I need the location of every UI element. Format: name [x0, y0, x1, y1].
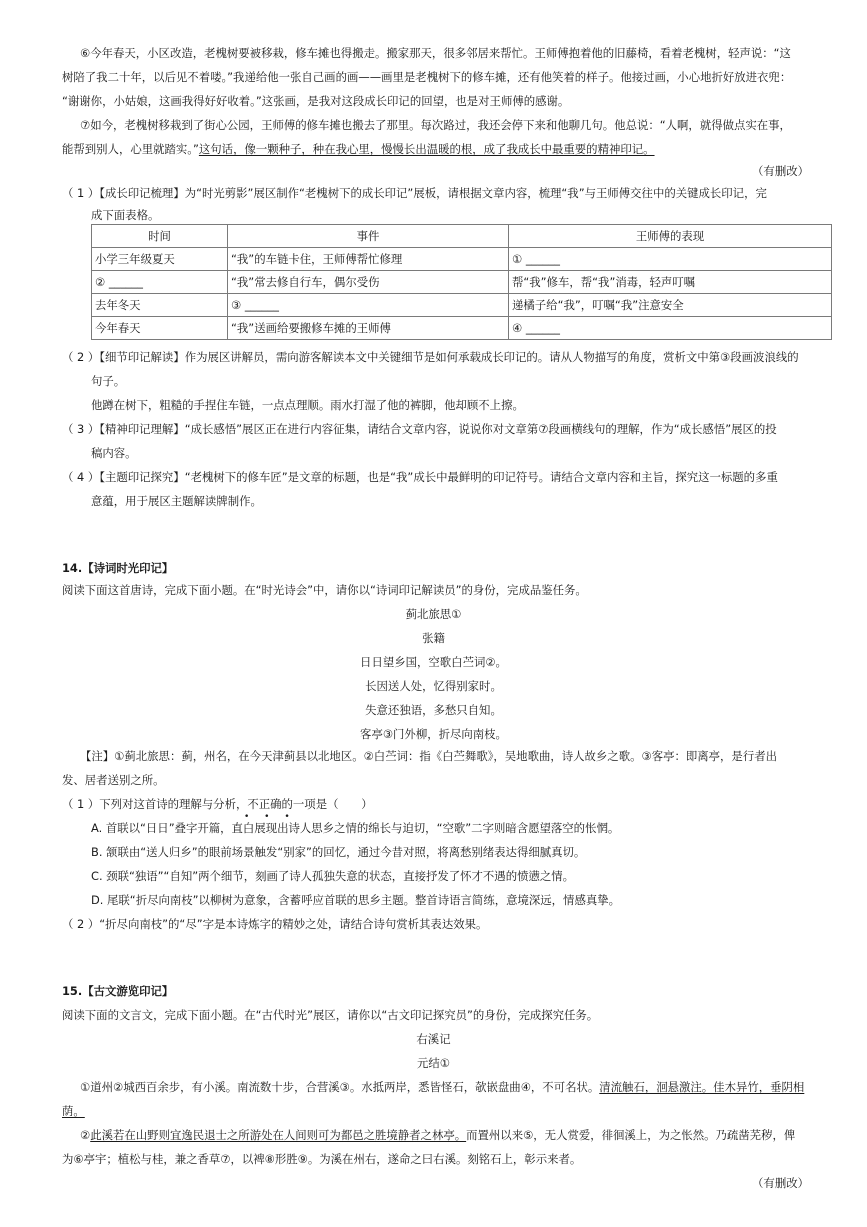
poem-line: 客亭③门外柳，折尽向南枝。: [360, 727, 507, 741]
poem-line: 长因送人处，忆得别家时。: [365, 679, 502, 693]
underlined-sentence: 此溪若在山野则宜逸民退士之所游处在人间则可为都邑之胜境静者之林亭。: [90, 1128, 467, 1142]
option-a[interactable]: A. 首联以“日日”叠字开篇，直白展现出诗人思乡之情的绵长与迫切，“空歌”二字则暗含愿望落空的怅惘。: [91, 821, 620, 835]
paragraph-6-line-1: ⑥今年春天，小区改造，老槐树要被移栽，修车摊也得搬走。搬家那天，很多邻居来帮忙。王师傅抱着他的旧藤椅，看着老槐树，轻声说：“这: [80, 46, 791, 60]
table-cell: 小学三年级夏天: [92, 248, 228, 271]
question-1-line-2: 成下面表格。: [91, 208, 160, 222]
prose-author: 元结①: [417, 1056, 450, 1070]
section-title: 【古文游览印记】: [82, 984, 174, 998]
table-cell-blank[interactable]: ① ______: [509, 248, 832, 271]
question-2-quote: 他蹲在树下，粗糙的手捏住车链，一点点理顺。雨水打湿了他的裤脚，他却顾不上擦。: [91, 398, 524, 412]
table-cell-blank[interactable]: ② ______: [92, 271, 228, 294]
table-row: [92, 271, 832, 294]
section-title: 【诗词时光印记】: [82, 561, 174, 575]
paragraph-7-plain: 能帮到别人，心里就踏实。”: [62, 142, 199, 156]
question-3-line-2: 稿内容。: [91, 446, 137, 460]
revision-note: （有删改）: [752, 164, 809, 178]
option-b[interactable]: B. 颔联由“送人归乡”的眼前场景触发“别家”的回忆，通过今昔对照，将离愁别绪表达得细腻真切。: [91, 845, 586, 859]
question-15-heading: [62, 983, 173, 999]
table-header: 时间: [92, 225, 228, 248]
underlined-sentence: 这句话，像一颗种子，种在我心里，慢慢长出温暖的根，成了我成长中最重要的精神印记。: [198, 142, 655, 156]
prose-paragraph-2-line-1: [80, 1127, 795, 1143]
prose-paragraph-2-line-2: 为⑥亭宇；植松与桂，兼之香草⑦，以裨⑧形胜⑨。为溪在州右，遂命之曰右溪。刻铭石上，彰示来者。: [62, 1152, 582, 1166]
emphasis-dots: • • •: [244, 812, 296, 822]
paragraph-7-line-2: [62, 141, 655, 157]
table-row: [92, 248, 832, 271]
table-cell: “我”常去修自行车，偶尔受伤: [228, 271, 509, 294]
option-c[interactable]: C. 颈联“独语”“自知”两个细节，刻画了诗人孤独失意的状态，直接抒发了怀才不遇的愤懑之情。: [91, 869, 575, 883]
prose-plain: ①道州②城西百余步，有小溪。南流数十步，合营溪③。水抵两岸，悉皆怪石，欹嵌盘曲④，不可名状。: [80, 1080, 600, 1094]
question-number: 15.: [62, 984, 83, 998]
question-2-line-2: 句子。: [91, 374, 126, 388]
revision-note: （有删改）: [752, 1176, 809, 1190]
prose-title: 右溪记: [416, 1032, 451, 1046]
table-header: 王师傅的表现: [509, 225, 832, 248]
question-3-line-1: （ 3 ）【精神印记理解】“成长感悟”展区正在进行内容征集，请结合文章内容，说说你对文章第⑦段画横线句的理解，作为“成长感悟”展区的投: [62, 422, 777, 436]
question-1-line-1: （ 1 ）【成长印记梳理】为“时光剪影”展区制作“老槐树下的成长印记”展板，请根据文章内容，梳理“我”与王师傅交往中的关键成长印记，完: [62, 186, 767, 200]
table-row: [92, 317, 832, 340]
poem-line: 失意还独语，多愁只自知。: [365, 703, 502, 717]
table-cell: 帮“我”修车，帮“我”消毒，轻声叮嘱: [509, 271, 832, 294]
paragraph-7-line-1: ⑦如今，老槐树移栽到了街心公园，王师傅的修车摊也搬去了那里。每次路过，我还会停下来和他聊几句。他总说：“人啊，就得做点实在事，: [80, 118, 791, 132]
table-cell: 递橘子给“我”，叮嘱“我”注意安全: [509, 294, 832, 317]
question-4-line-1: （ 4 ）【主题印记探究】“老槐树下的修车匠”是文章的标题，也是“我”成长中最鲜明的印记符号。请结合文章内容和主旨，探究这一标题的多重: [62, 470, 778, 484]
prose-plain: ②: [80, 1128, 91, 1142]
question-4-line-2: 意蕴，用于展区主题解读牌制作。: [91, 494, 262, 508]
poem-author: 张籍: [422, 631, 445, 645]
poem-line: 日日望乡国，空歌白苎词②。: [360, 655, 507, 669]
paragraph-6-line-2: 树陪了我二十年，以后见不着喽。”我递给他一张自己画的画——画里是老槐树下的修车摊，还有他笑着的样子。他接过画，小心地折好放进衣兜：: [62, 70, 792, 84]
table-cell-blank[interactable]: ④ ______: [509, 317, 832, 340]
question-15-intro: 阅读下面的文言文，完成下面小题。在“古代时光”展区，请你以“古文印记探究员”的身份，完成探究任务。: [62, 1008, 599, 1022]
table-header: 事件: [228, 225, 509, 248]
table-header-row: [92, 225, 832, 248]
table-cell: 去年冬天: [92, 294, 228, 317]
question-number: 14.: [62, 561, 83, 575]
question-14-1: （ 1 ）下列对这首诗的理解与分析，不正确的一项是（ ）: [62, 797, 373, 811]
table-row: [92, 294, 832, 317]
prose-paragraph-1-line-2: 荫。: [62, 1104, 85, 1118]
poem-title: 蓟北旅思①: [405, 607, 462, 621]
table-cell: “我”送画给要搬修车摊的王师傅: [228, 317, 509, 340]
paragraph-6-line-3: “谢谢你，小姑娘，这画我得好好收着。”这张画，是我对这段成长印记的回望，也是对王师傅的感谢。: [62, 94, 570, 108]
poem-note-line-1: 【注】①蓟北旅思：蓟，州名，在今天津蓟县以北地区。②白苎词：指《白苎舞歌》，吴地歌曲，诗人故乡之歌。③客亭：即离亭，是行者出: [80, 749, 777, 763]
question-2-line-1: （ 2 ）【细节印记解读】作为展区讲解员，需向游客解读本文中关键细节是如何承载成长印记的。请从人物描写的角度，赏析文中第③段画波浪线的: [62, 350, 799, 364]
question-14-heading: [62, 560, 173, 576]
table-cell: 今年春天: [92, 317, 228, 340]
question-14-2: （ 2 ）“折尽向南枝”的“尽”字是本诗炼字的精妙之处，请结合诗句赏析其表达效果。: [62, 917, 488, 931]
poem-note-line-2: 发、居者送别之所。: [62, 773, 165, 787]
table-cell: “我”的车链卡住，王师傅帮忙修理: [228, 248, 509, 271]
prose-paragraph-1-line-1: [80, 1079, 804, 1095]
option-d[interactable]: D. 尾联“折尽向南枝”以柳树为意象，含蓄呼应首联的思乡主题。整首诗语言简练，意境深远，情感真挚。: [91, 893, 621, 907]
prose-plain: 而置州以来⑤，无人赏爱，徘徊溪上，为之怅然。乃疏凿芜秽，俾: [466, 1128, 796, 1142]
question-14-intro: 阅读下面这首唐诗，完成下面小题。在“时光诗会”中，请你以“诗词印记解读员”的身份，完成品鉴任务。: [62, 583, 587, 597]
growth-mark-table: [91, 224, 832, 340]
underlined-sentence: 清流触石，洄悬激注。佳木异竹，垂阴相: [599, 1080, 805, 1094]
table-cell-blank[interactable]: ③ ______: [228, 294, 509, 317]
